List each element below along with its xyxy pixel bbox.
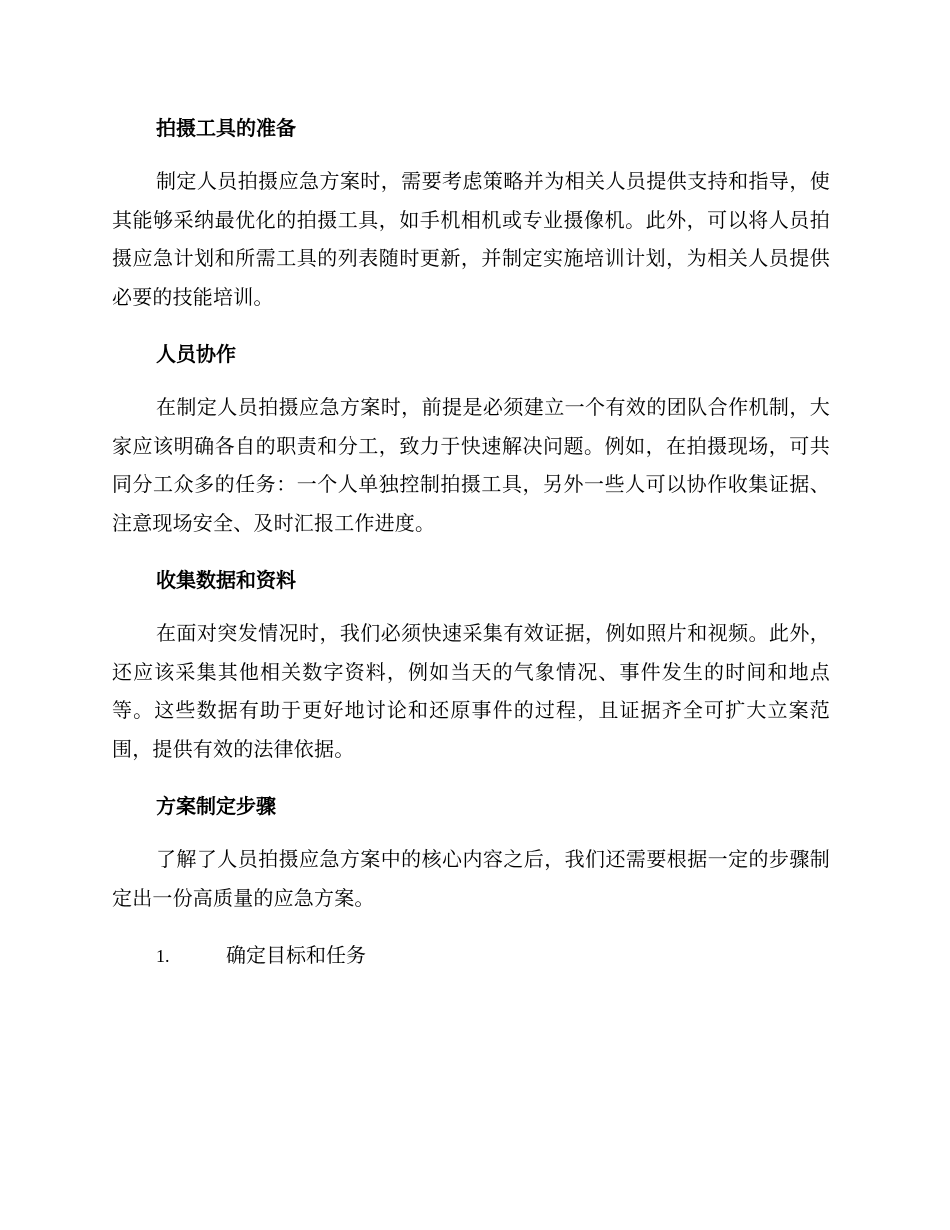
section-collaboration: [112, 334, 830, 542]
section-tools: [112, 108, 830, 316]
section-paragraph: 制定人员拍摄应急方案时，需要考虑策略并为相关人员提供支持和指导，使其能够采纳最优化的拍摄工具，如手机相机或专业摄像机。此外，可以将人员拍摄应急计划和所需工具的列表随时更新，并制定实施培训计划，为相关人员提供必要的技能培训。: [112, 169, 830, 309]
section-paragraph: 在面对突发情况时，我们必须快速采集有效证据，例如照片和视频。此外，还应该采集其他相关数字资料，例如当天的气象情况、事件发生的时间和地点等。这些数据有助于更好地讨论和还原事件的过程，且证据齐全可扩大立案范围，提供有效的法律依据。: [112, 621, 830, 761]
section-heading: 收集数据和资料: [156, 568, 296, 592]
numbered-list-item: [112, 935, 830, 976]
section-heading: 人员协作: [156, 342, 236, 366]
section-heading: 拍摄工具的准备: [156, 116, 296, 140]
section-paragraph: 在制定人员拍摄应急方案时，前提是必须建立一个有效的团队合作机制，大家应该明确各自的职责和分工，致力于快速解决问题。例如，在拍摄现场，可共同分工众多的任务：一个人单独控制拍摄工具，另外一些人可以协作收集证据、注意现场安全、及时汇报工作进度。: [112, 395, 830, 535]
section-data-collection: [112, 560, 830, 768]
section-paragraph: 了解了人员拍摄应急方案中的核心内容之后，我们还需要根据一定的步骤制定出一份高质量的应急方案。: [112, 847, 830, 910]
list-item-text: 确定目标和任务: [226, 943, 366, 967]
section-heading: 方案制定步骤: [156, 794, 276, 818]
list-item-number: 1.: [156, 946, 170, 966]
section-steps: [112, 786, 830, 917]
document-content: [112, 108, 830, 976]
